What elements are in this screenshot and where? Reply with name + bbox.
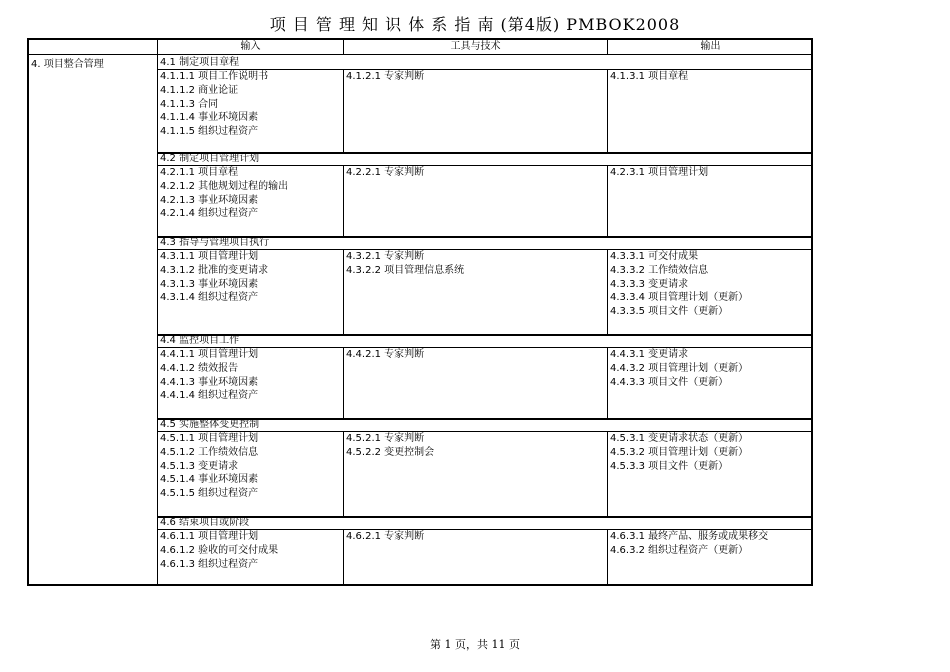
list-item: 4.1.1.4 事业环境因素 — [160, 112, 259, 124]
list-item: 4.4.3.1 变更请求 — [610, 349, 689, 360]
list-item: 4.3.1.3 事业环境因素 — [160, 278, 259, 290]
section-title: 4.3 指导与管理项目执行 — [160, 237, 270, 248]
column-divider — [607, 431, 608, 516]
list-item: 4.1.1.5 组织过程资产 — [160, 126, 259, 138]
column-divider — [607, 529, 608, 586]
list-item: 4.3.3.3 变更请求 — [610, 278, 689, 290]
list-item: 4.2.3.1 项目管理计划 — [610, 167, 709, 178]
list-item: 4.3.2.1 专家判断 — [346, 251, 425, 262]
page-title: 项 目 管 理 知 识 体 系 指 南 (第4版) PMBOK2008 — [269, 15, 681, 34]
list-item: 4.5.1.1 项目管理计划 — [160, 433, 259, 444]
list-item: 4.5.1.2 工作绩效信息 — [160, 446, 259, 458]
column-header-input: 输入 — [240, 41, 261, 52]
column-header-tools: 工具与技术 — [450, 41, 501, 52]
section-title: 4.2 制定项目管理计划 — [160, 153, 260, 164]
section-title: 4.5 实施整体变更控制 — [160, 419, 260, 430]
tools-list — [346, 432, 434, 460]
output-list — [610, 530, 768, 558]
list-item: 4.6.1.3 组织过程资产 — [160, 558, 259, 570]
column-divider — [343, 347, 344, 418]
column-divider — [343, 431, 344, 516]
column-divider — [607, 165, 608, 236]
output-list — [610, 166, 708, 180]
column-divider — [607, 69, 608, 152]
list-item: 4.3.3.2 工作绩效信息 — [610, 264, 709, 276]
list-item: 4.4.1.1 项目管理计划 — [160, 349, 259, 360]
list-item: 4.3.3.1 可交付成果 — [610, 251, 699, 262]
list-item: 4.6.1.2 验收的可交付成果 — [160, 544, 279, 556]
list-item: 4.3.2.2 项目管理信息系统 — [346, 264, 465, 276]
column-divider — [607, 347, 608, 418]
list-item: 4.3.1.1 项目管理计划 — [160, 251, 259, 262]
list-item: 4.3.3.5 项目文件（更新） — [610, 306, 729, 318]
list-item: 4.6.3.2 组织过程资产（更新） — [610, 544, 749, 556]
list-item: 4.2.1.4 组织过程资产 — [160, 208, 259, 220]
column-divider — [343, 69, 344, 152]
list-item: 4.5.3.1 变更请求状态（更新） — [610, 433, 749, 444]
list-item: 4.3.1.4 组织过程资产 — [160, 292, 259, 304]
input-list — [160, 432, 258, 501]
tools-list — [346, 530, 424, 544]
tools-list — [346, 70, 424, 84]
list-item: 4.4.1.3 事业环境因素 — [160, 376, 259, 388]
output-list — [610, 432, 748, 473]
list-item: 4.4.3.3 项目文件（更新） — [610, 376, 729, 388]
list-item: 4.2.1.2 其他规划过程的输出 — [160, 180, 289, 192]
knowledge-area-label: 4. 项目整合管理 — [31, 59, 104, 70]
list-item: 4.4.1.4 组织过程资产 — [160, 390, 259, 402]
list-item: 4.5.1.5 组织过程资产 — [160, 488, 259, 500]
column-divider — [343, 249, 344, 334]
list-item: 4.6.2.1 专家判断 — [346, 531, 425, 542]
list-item: 4.1.1.1 项目工作说明书 — [160, 71, 269, 82]
tools-list — [346, 166, 424, 180]
column-divider — [607, 249, 608, 334]
list-item: 4.2.2.1 专家判断 — [346, 167, 425, 178]
input-list — [160, 348, 258, 403]
list-item: 4.5.1.4 事业环境因素 — [160, 474, 259, 486]
column-divider-category — [157, 38, 158, 586]
list-item: 4.1.1.3 合同 — [160, 98, 219, 110]
list-item: 4.4.3.2 项目管理计划（更新） — [610, 362, 749, 374]
input-list — [160, 530, 278, 571]
list-item: 4.1.1.2 商业论证 — [160, 84, 239, 96]
input-list — [160, 166, 288, 221]
list-item: 4.5.3.3 项目文件（更新） — [610, 460, 729, 472]
section-divider — [158, 516, 813, 518]
page-footer: 第 1 页，共 11 页 — [430, 638, 520, 651]
list-item: 4.6.1.1 项目管理计划 — [160, 531, 259, 542]
section-title: 4.4 监控项目工作 — [160, 335, 240, 346]
section-divider — [158, 334, 813, 336]
header-divider — [27, 54, 813, 55]
output-list — [610, 250, 748, 319]
list-item: 4.6.3.1 最终产品、服务或成果移交 — [610, 531, 769, 542]
input-list — [160, 250, 268, 305]
list-item: 4.5.2.2 变更控制会 — [346, 446, 435, 458]
tools-list — [346, 348, 424, 362]
tools-list — [346, 250, 464, 278]
section-title: 4.6 结束项目或阶段 — [160, 517, 250, 528]
list-item: 4.4.2.1 专家判断 — [346, 349, 425, 360]
list-item: 4.4.1.2 绩效报告 — [160, 362, 239, 374]
output-list — [610, 70, 688, 84]
list-item: 4.2.1.1 项目章程 — [160, 167, 239, 178]
list-item: 4.1.3.1 项目章程 — [610, 71, 689, 82]
list-item: 4.3.3.4 项目管理计划（更新） — [610, 292, 749, 304]
section-title: 4.1 制定项目章程 — [160, 57, 240, 68]
list-item: 4.5.1.3 变更请求 — [160, 460, 239, 472]
output-list — [610, 348, 748, 389]
list-item: 4.5.2.1 专家判断 — [346, 433, 425, 444]
column-divider — [343, 165, 344, 236]
list-item: 4.5.3.2 项目管理计划（更新） — [610, 446, 749, 458]
list-item: 4.2.1.3 事业环境因素 — [160, 194, 259, 206]
column-header-output: 输出 — [700, 41, 721, 52]
list-item: 4.3.1.2 批准的变更请求 — [160, 264, 269, 276]
list-item: 4.1.2.1 专家判断 — [346, 71, 425, 82]
column-divider — [343, 529, 344, 586]
input-list — [160, 70, 268, 139]
